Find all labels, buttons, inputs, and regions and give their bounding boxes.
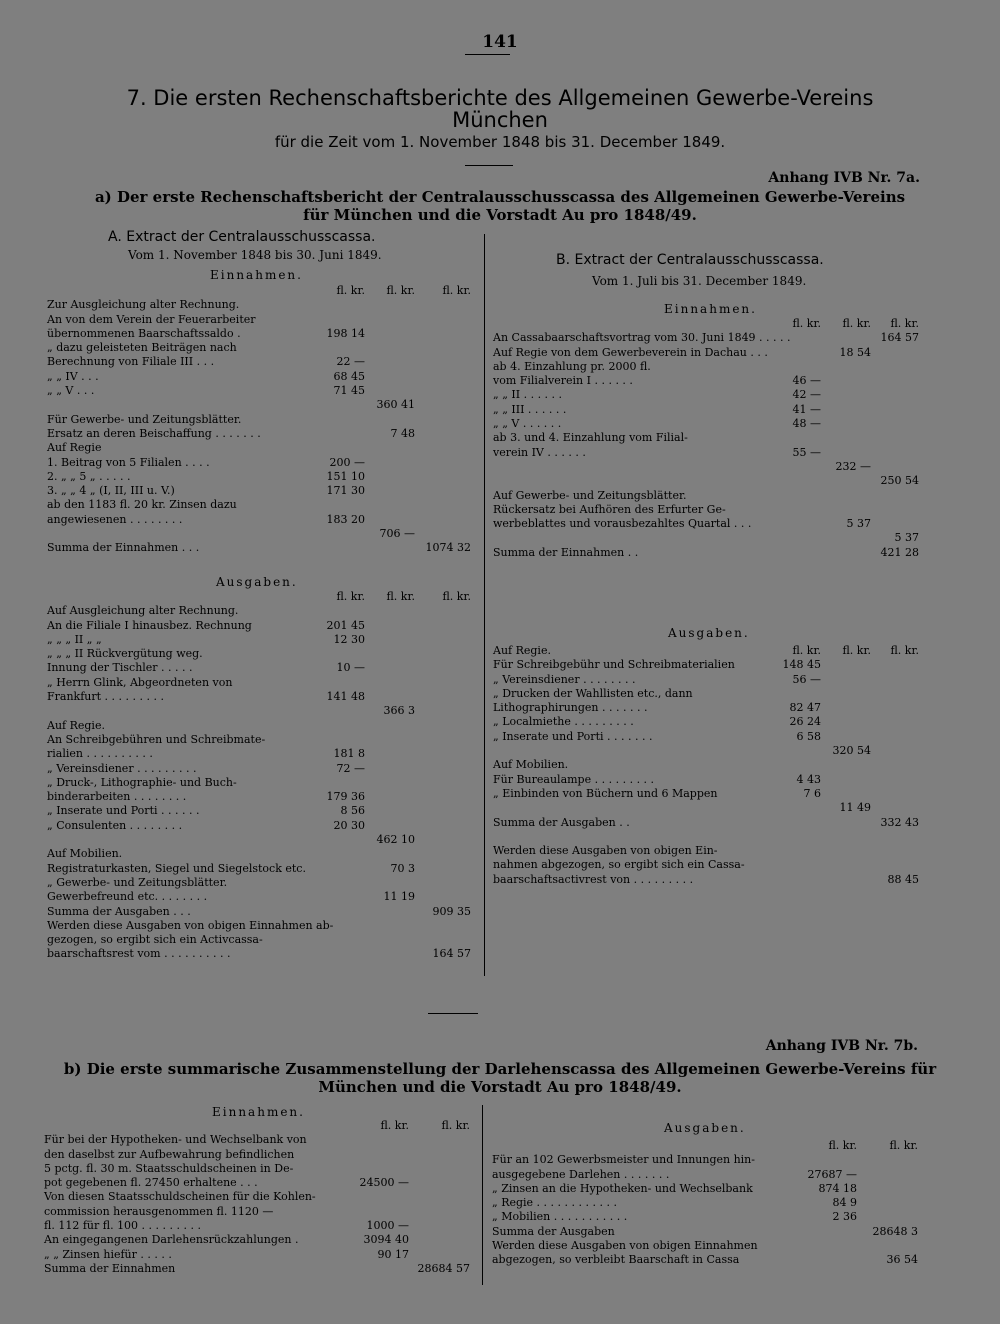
row-text: ab 3. und 4. Einzahlung vom Filial- [493,431,688,445]
row-text: „ Localmiethe . . . . . . . . . [493,715,634,729]
row-text: „ dazu geleisteten Beiträgen nach [47,341,237,355]
table-row [47,933,477,947]
row-amount: 2 36 [832,1210,857,1224]
table-row [47,441,477,455]
table-row [492,1182,922,1196]
document-title-line2: München [452,108,548,132]
table-row [493,844,923,858]
row-amount: 320 54 [832,744,871,758]
row-text: 3. „ „ 4 „ (I, II, III u. V.) [47,484,175,498]
row-amount: 11 19 [383,890,415,904]
table-row [493,715,923,729]
col-header: fl. kr. [442,590,471,603]
table-row [44,1233,474,1247]
row-text: Werden diese Ausgaben von obigen Ein- [493,844,718,858]
col-header: fl. kr. [842,317,871,330]
row-amount: 72 — [336,761,365,775]
table-row [47,690,477,704]
table-row [47,847,477,861]
row-text: abgezogen, so verbleibt Baarschaft in Cassa [492,1253,740,1267]
row-text: „ „ II . . . . . . [493,388,563,402]
column-divider [484,234,485,976]
table-row [493,673,923,687]
row-text: Von diesen Staatsschuldscheinen für die Kohlen- [44,1190,316,1204]
row-text: Gewerbefreund etc. . . . . . . . [47,890,208,904]
row-amount: 5 37 [846,517,871,531]
table-row [47,804,477,818]
row-text: Summa der Ausgaben . . . [47,904,191,918]
darlehen-ausgaben-heading: Ausgaben. [664,1121,746,1135]
row-text: baarschaftsactivrest von . . . . . . . . . [493,872,694,886]
table-row [47,633,477,647]
row-text: „ Drucken der Wahllisten etc., dann [493,686,693,700]
table-row [493,787,923,801]
table-row [47,833,477,847]
table-row [493,417,923,431]
table-row [47,619,477,633]
row-amount: 27687 — [807,1167,857,1181]
table-row [47,905,477,919]
table-row [47,456,477,470]
table-row [47,384,477,398]
table-row [493,474,923,488]
table-row [47,484,477,498]
table-row [47,341,477,355]
table-row [44,1162,474,1176]
row-text: übernommenen Baarschaftssaldo . [47,326,241,340]
row-text: „ Mobilien . . . . . . . . . . . [492,1210,628,1224]
row-text: „ Zinsen an die Hypotheken- und Wechselbank [492,1181,753,1195]
extract-b-period: Vom 1. Juli bis 31. December 1849. [592,274,807,288]
row-text: ab den 1183 fl. 20 kr. Zinsen dazu [47,498,237,512]
row-amount: 200 — [329,455,365,469]
table-row [47,513,477,527]
table-row [492,1239,922,1253]
table-row [47,413,477,427]
table-header-row [47,590,477,604]
row-text: 2. „ „ 5 „ . . . . . [47,469,131,483]
table-row [493,503,923,517]
table-row [47,776,477,790]
col-header: fl. kr. [890,317,919,330]
table-header-row [493,317,923,331]
table-row [493,773,923,787]
row-amount: 6 58 [796,729,821,743]
col-header: fl. kr. [380,1119,409,1132]
row-text: Auf Regie [47,441,102,455]
row-text: „ „ III . . . . . . [493,402,567,416]
row-amount: 90 17 [377,1247,409,1261]
table-row [47,298,477,312]
row-amount: 360 41 [376,398,415,412]
document-title-line1: 7. Die ersten Rechenschaftsberichte des Allgemeinen Gewerbe-Vereins [126,86,874,110]
row-text: binderarbeiten . . . . . . . . [47,790,187,804]
row-text: „ Inserate und Porti . . . . . . [47,804,200,818]
table-row [47,762,477,776]
table-row [492,1210,922,1224]
table-row [47,747,477,761]
row-amount: 26 24 [789,715,821,729]
row-text: Registraturkasten, Siegel und Siegelstock etc. [47,861,306,875]
row-text: vom Filialverein I . . . . . . [493,374,633,388]
row-text: werbeblattes und vorausbezahltes Quartal . . . [493,517,752,531]
row-text: Werden diese Ausgaben von obigen Einnahmen ab- [47,918,334,932]
col-header: fl. kr. [842,644,871,657]
table-row [44,1176,474,1190]
table-row [47,947,477,961]
table-row [47,647,477,661]
extract-b-ausgaben-table [493,644,923,887]
table-row [493,744,923,758]
row-text: Lithographirungen . . . . . . . [493,701,648,715]
table-row [44,1133,474,1147]
row-amount: 18 54 [839,345,871,359]
row-text: 5 pctg. fl. 30 m. Staatsschuldscheinen in De- [44,1161,294,1175]
table-row [44,1190,474,1204]
row-amount: 28684 57 [417,1261,470,1275]
row-amount: 68 45 [333,369,365,383]
table-row [44,1219,474,1233]
row-text: Summa der Ausgaben . . [493,815,630,829]
table-row [47,527,477,541]
table-row [47,719,477,733]
row-text: Auf Regie. [47,718,105,732]
part-a-heading-line2: für München und die Vorstadt Au pro 1848/49. [303,206,697,224]
row-amount: 88 45 [887,872,919,886]
table-row [492,1168,922,1182]
row-text: „ Druck-, Lithographie- und Buch- [47,775,237,789]
part-a-heading-line1: a) Der erste Rechenschaftsbericht der Centralausschusscassa des Allgemeinen Gewerbe-Vereins [94,188,906,206]
extract-b-einnahmen-heading: Einnahmen. [664,302,757,316]
extract-a-einnahmen-table [47,284,477,556]
row-amount: 421 28 [880,545,919,559]
row-text: An die Filiale I hinausbez. Rechnung [47,618,252,632]
row-amount: 198 14 [326,326,365,340]
col-header: fl. kr. [442,284,471,297]
table-row [493,873,923,887]
row-text: „ Herrn Glink, Abgeordneten von [47,675,233,689]
row-amount: 179 36 [326,790,365,804]
row-text: Frankfurt . . . . . . . . . [47,690,164,704]
row-amount: 7 6 [803,786,821,800]
table-row [493,331,923,345]
table-row [493,758,923,772]
col-header: fl. kr. [792,644,821,657]
table-row [47,470,477,484]
table-row [493,489,923,503]
col-header: fl. kr. [890,644,919,657]
row-text: Auf Regie. [493,644,551,657]
table-row [47,819,477,833]
table-row [493,446,923,460]
extract-a-title: A. Extract der Centralausschusscassa. [108,229,376,245]
table-row [493,658,923,672]
table-row [47,398,477,412]
row-text: ab 4. Einzahlung pr. 2000 fl. [493,359,651,373]
row-amount: 151 10 [326,469,365,483]
row-amount: 3094 40 [363,1233,409,1247]
table-row [47,890,477,904]
row-amount: 7 48 [390,426,415,440]
table-row [493,460,923,474]
table-row [493,531,923,545]
row-text: Auf Ausgleichung alter Rechnung. [47,604,239,618]
row-amount: 46 — [792,374,821,388]
table-row [47,370,477,384]
row-amount: 5 37 [894,531,919,545]
table-row [47,604,477,618]
row-text: commission herausgenommen fl. 1120 — [44,1204,274,1218]
row-text: den daselbst zur Aufbewahrung befindlichen [44,1147,295,1161]
row-text: Auf Gewerbe- und Zeitungsblätter. [493,488,687,502]
table-row [47,427,477,441]
page-number-underline [465,54,510,55]
table-row [47,355,477,369]
row-amount: 36 54 [886,1253,918,1267]
table-row [493,644,923,658]
row-amount: 181 8 [333,747,365,761]
row-text: „ „ „ II Rückvergütung weg. [47,647,203,661]
table-row [47,676,477,690]
row-amount: 8 56 [340,804,365,818]
row-text: „ Consulenten . . . . . . . . [47,818,183,832]
row-amount: 56 — [792,672,821,686]
extract-a-einnahmen-heading: Einnahmen. [210,268,303,282]
extract-a-period: Vom 1. November 1848 bis 30. Juni 1849. [128,248,382,262]
table-row [47,498,477,512]
row-text: rialien . . . . . . . . . . [47,747,153,761]
table-row [47,661,477,675]
row-text: „ „ V . . . [47,384,95,398]
extract-b-title: B. Extract der Centralausschusscassa. [556,252,824,268]
darlehen-einnahmen-heading: Einnahmen. [212,1105,305,1119]
row-amount: 42 — [792,388,821,402]
col-header: fl. kr. [792,317,821,330]
row-amount: 909 35 [432,904,471,918]
row-text: „ „ Zinsen hiefür . . . . . [44,1247,172,1261]
table-row [47,876,477,890]
table-row [47,733,477,747]
row-amount: 41 — [792,402,821,416]
row-text: „ Regie . . . . . . . . . . . . [492,1196,617,1210]
row-text: Summa der Einnahmen [44,1261,176,1275]
row-amount: 171 30 [326,484,365,498]
darlehen-einnahmen-table [44,1119,474,1276]
table-row [47,919,477,933]
table-row [44,1262,474,1276]
table-row [47,541,477,555]
row-amount: 82 47 [789,701,821,715]
row-text: ausgegebene Darlehen . . . . . . . [492,1167,670,1181]
row-amount: 4 43 [796,772,821,786]
section-divider [428,1013,478,1014]
row-text: Auf Mobilien. [47,847,123,861]
col-header: fl. kr. [336,284,365,297]
row-amount: 84 9 [832,1196,857,1210]
row-amount: 141 48 [326,690,365,704]
row-amount: 48 — [792,417,821,431]
table-row [47,790,477,804]
row-amount: 232 — [835,459,871,473]
row-amount: 71 45 [333,384,365,398]
extract-b-ausgaben-heading: Ausgaben. [668,626,750,640]
row-text: nahmen abgezogen, so ergibt sich ein Cassa- [493,858,745,872]
row-text: Für an 102 Gewerbsmeister und Innungen hin- [492,1153,755,1167]
extract-b-einnahmen-table [493,317,923,560]
row-text: „ „ „ II „ „ [47,632,102,646]
table-row [493,517,923,531]
row-amount: 28648 3 [872,1224,918,1238]
row-text: Für Schreibgebühr und Schreibmaterialien [493,658,735,672]
row-text: Auf Regie von dem Gewerbeverein in Dachau . . . [493,345,768,359]
row-text: 1. Beitrag von 5 Filialen . . . . [47,455,210,469]
col-header: fl. kr. [828,1139,857,1152]
table-row [47,313,477,327]
table-header-row [492,1139,922,1153]
part-b-heading-line1: b) Die erste summarische Zusammenstellung der Darlehenscassa des Allgemeinen Gewerbe-Vereins für [63,1060,937,1078]
row-amount: 10 — [336,661,365,675]
row-text: An Schreibgebühren und Schreibmate- [47,732,266,746]
table-row [492,1253,922,1267]
table-row [493,801,923,815]
table-row [493,730,923,744]
row-text: An Cassabaarschaftsvortrag vom 30. Juni 1849 . . . . . [493,331,791,345]
page-number: 141 [482,32,518,52]
row-amount: 366 3 [383,704,415,718]
table-row [47,704,477,718]
table-row [492,1225,922,1239]
table-header-row [47,284,477,298]
row-text: An von dem Verein der Feuerarbeiter [47,312,256,326]
darlehen-ausgaben-table [492,1139,922,1268]
table-row [493,403,923,417]
row-amount: 11 49 [839,801,871,815]
row-text: verein IV . . . . . . [493,445,586,459]
col-header: fl. kr. [386,590,415,603]
col-header: fl. kr. [386,284,415,297]
row-amount: 164 57 [432,947,471,961]
row-text: Summa der Ausgaben [492,1224,615,1238]
document-subtitle: für die Zeit vom 1. November 1848 bis 31. December 1849. [274,133,726,151]
row-amount: 250 54 [880,474,919,488]
anhang-7b: Anhang IVB Nr. 7b. [765,1038,918,1054]
row-text: pot gegebenen fl. 27450 erhaltene . . . [44,1176,258,1190]
row-amount: 1074 32 [425,541,471,555]
row-amount: 332 43 [880,815,919,829]
row-amount: 148 45 [782,658,821,672]
table-row [493,687,923,701]
row-text: „ „ V . . . . . . [493,417,562,431]
row-text: „ Inserate und Porti . . . . . . . [493,729,653,743]
table-row [492,1153,922,1167]
row-amount: 462 10 [376,833,415,847]
table-header-row [44,1119,474,1133]
row-text: Rückersatz bei Aufhören des Erfurter Ge- [493,502,726,516]
table-row [493,360,923,374]
row-amount: 20 30 [333,818,365,832]
table-row [493,374,923,388]
row-text: „ Vereinsdiener . . . . . . . . . [47,761,197,775]
row-text: „ „ IV . . . [47,369,99,383]
table-row [493,816,923,830]
row-text: „ Einbinden von Büchern und 6 Mappen [493,786,718,800]
row-amount: 164 57 [880,331,919,345]
part-b-heading-line2: München und die Vorstadt Au pro 1848/49. [318,1078,682,1096]
anhang-7a: Anhang IVB Nr. 7a. [768,170,920,186]
row-text: Innung der Tischler . . . . . [47,661,193,675]
row-text: „ Vereinsdiener . . . . . . . . [493,672,636,686]
row-text: „ Gewerbe- und Zeitungsblätter. [47,875,228,889]
row-amount: 55 — [792,445,821,459]
row-text: fl. 112 für fl. 100 . . . . . . . . . [44,1219,201,1233]
table-row [47,327,477,341]
row-text: gezogen, so ergibt sich ein Activcassa- [47,933,263,947]
row-amount: 706 — [379,527,415,541]
row-text: Für Gewerbe- und Zeitungsblätter. [47,412,242,426]
table-row [44,1148,474,1162]
row-amount: 874 18 [818,1181,857,1195]
row-amount: 183 20 [326,512,365,526]
row-text: Berechnung von Filiale III . . . [47,355,215,369]
title-divider [465,165,513,166]
column-divider [482,1105,483,1285]
col-header: fl. kr. [889,1139,918,1152]
table-row [47,862,477,876]
row-text: Auf Mobilien. [493,758,569,772]
row-amount: 1000 — [366,1219,409,1233]
row-text: Für Bureaulampe . . . . . . . . . [493,772,655,786]
row-text: Für bei der Hypotheken- und Wechselbank von [44,1133,307,1147]
row-text: Summa der Einnahmen . . . [47,541,200,555]
table-row [493,546,923,560]
row-amount: 24500 — [359,1176,409,1190]
row-text: An eingegangenen Darlehensrückzahlungen . [44,1233,299,1247]
extract-a-ausgaben-table [47,590,477,962]
row-amount: 22 — [336,355,365,369]
col-header: fl. kr. [336,590,365,603]
col-header: fl. kr. [441,1119,470,1132]
table-row [44,1205,474,1219]
table-row [493,388,923,402]
row-amount: 12 30 [333,632,365,646]
row-text: baarschaftsrest vom . . . . . . . . . . [47,947,231,961]
row-text: angewiesenen . . . . . . . . [47,512,183,526]
table-row [492,1196,922,1210]
row-amount: 201 45 [326,618,365,632]
table-row [493,830,923,844]
row-text: Ersatz an deren Beischaffung . . . . . . . [47,426,261,440]
row-amount: 70 3 [390,861,415,875]
row-text: Werden diese Ausgaben von obigen Einnahmen [492,1239,758,1253]
table-row [493,858,923,872]
table-row [44,1248,474,1262]
row-text: Summa der Einnahmen . . [493,545,639,559]
table-row [493,701,923,715]
row-text: Zur Ausgleichung alter Rechnung. [47,298,240,312]
table-row [493,346,923,360]
extract-a-ausgaben-heading: Ausgaben. [216,575,298,589]
table-row [493,431,923,445]
